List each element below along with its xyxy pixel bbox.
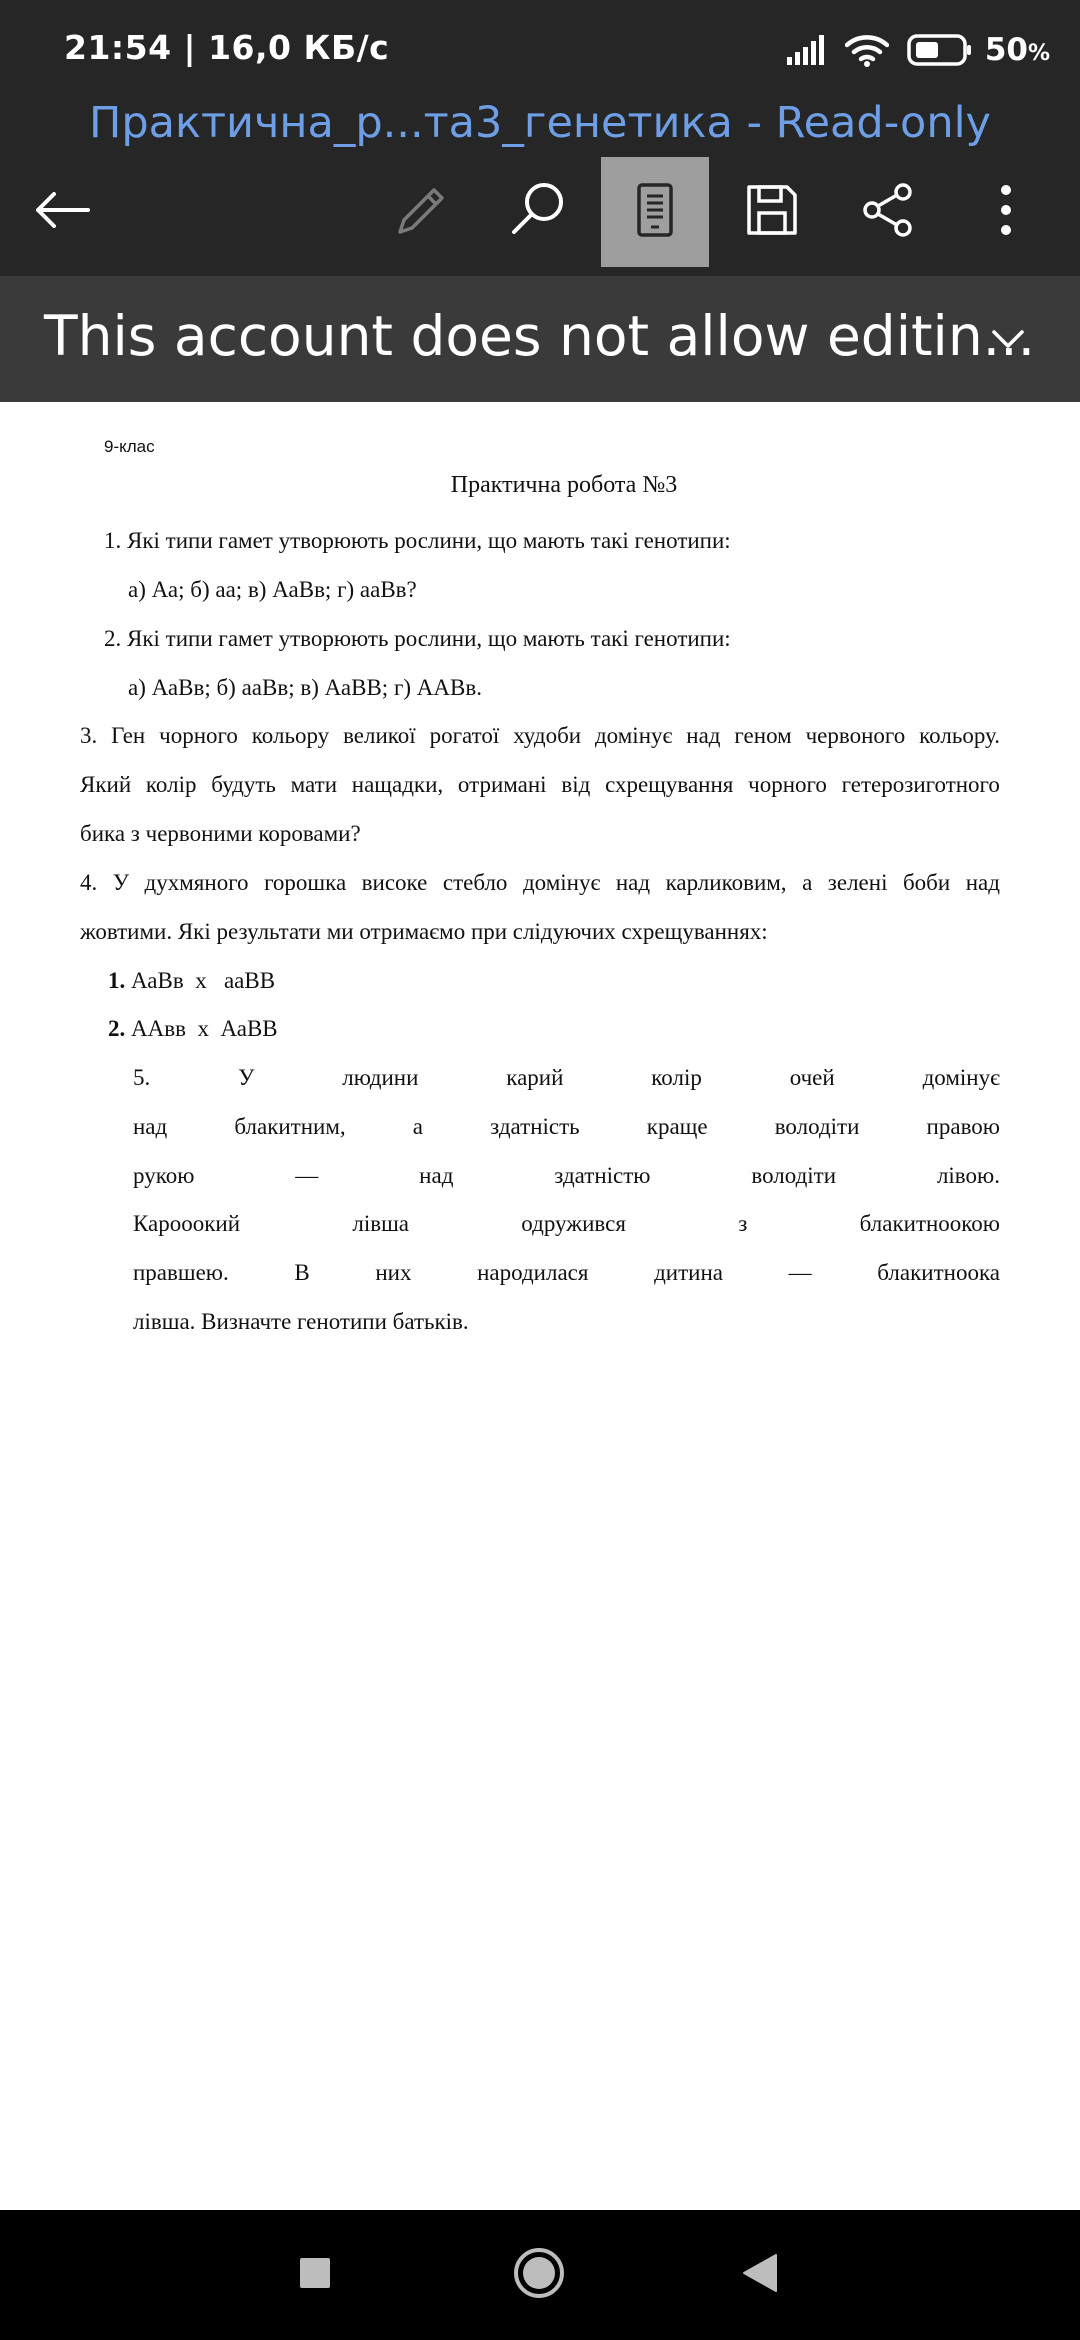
question-4-line-1: 4. У духмяного горошка високе стебло домінує над карликовим, а зелені боби над — [80, 870, 1000, 895]
battery-icon — [907, 34, 973, 66]
more-options-button[interactable] — [952, 157, 1060, 267]
question-5-line-1: 5. У людини карий колір очей домінує — [133, 1065, 1000, 1090]
app-toolbar — [0, 154, 1080, 276]
back-button[interactable] — [8, 157, 116, 267]
status-bar — [0, 0, 1080, 92]
question-1-options: а) Аа; б) аа; в) АаВв; г) ааВв? — [128, 577, 417, 602]
search-button[interactable] — [484, 157, 592, 267]
home-button[interactable] — [509, 2245, 569, 2305]
grade-label: 9-клас — [104, 437, 155, 456]
search-icon — [508, 180, 568, 245]
wifi-icon — [845, 33, 889, 67]
share-button[interactable] — [834, 157, 942, 267]
battery-percent: 50% — [984, 32, 1050, 68]
status-time: 21:54 | 16,0 КБ/с — [64, 28, 390, 67]
question-3-line-2: Який колір будуть мати нащадки, отримані від схрещування чорного гетерозиготного — [80, 772, 1000, 797]
mobile-view-button[interactable] — [601, 157, 709, 267]
recents-icon — [298, 2256, 332, 2295]
more-icon — [998, 184, 1014, 241]
save-icon — [745, 183, 799, 242]
cross-1: 1. АаВв х ааВВ — [108, 968, 276, 993]
question-5-line-2: над блакитним, а здатність краще володіти правою — [133, 1114, 1000, 1139]
document-title: Практична_р...та3_генетика - Read-only — [89, 98, 991, 148]
document-heading: Практична робота №3 — [450, 472, 678, 498]
question-3-line-3: бика з червоними коровами? — [80, 821, 361, 846]
recents-button[interactable] — [285, 2245, 345, 2305]
home-icon — [512, 2246, 566, 2305]
question-5-line-6: лівша. Визначте генотипи батьків. — [133, 1309, 469, 1334]
title-bar — [0, 92, 1080, 154]
question-1: 1. Які типи гамет утворюють рослини, що мають такі генотипи: — [104, 528, 731, 553]
banner-message: This account does not allow editin... — [44, 304, 1036, 368]
question-2: 2. Які типи гамет утворюють рослини, що мають такі генотипи: — [104, 626, 731, 651]
share-icon — [860, 182, 916, 243]
chevron-down-icon[interactable] — [988, 322, 1028, 356]
back-icon — [742, 2253, 778, 2298]
nav-back-button[interactable] — [730, 2245, 790, 2305]
back-arrow-icon — [34, 190, 90, 235]
question-2-options: а) АаВв; б) ааВв; в) АаВВ; г) ААВв. — [128, 675, 482, 700]
question-3-line-1: 3. Ген чорного кольору великої рогатої худоби домінує над геном червоного кольору. — [80, 723, 1000, 748]
system-nav-bar — [0, 2210, 1080, 2340]
status-indicators — [787, 26, 1050, 74]
question-5-line-5: правшею. В них народилася дитина — блакитноока — [133, 1260, 1000, 1285]
cross-2: 2. ААвв х АаВВ — [108, 1016, 278, 1041]
question-5-line-4: Карооокий лівша одружився з блакитноокою — [133, 1211, 1000, 1236]
pencil-icon — [394, 182, 450, 243]
edit-button[interactable] — [368, 157, 476, 267]
mobile-view-icon — [635, 182, 675, 243]
read-only-banner[interactable] — [0, 276, 1080, 402]
document-page[interactable] — [0, 402, 1080, 2210]
save-button[interactable] — [718, 157, 826, 267]
signal-icon — [787, 35, 829, 65]
question-4-line-2: жовтими. Які результати ми отримаємо при слідуючих схрещуваннях: — [80, 919, 768, 944]
question-5-line-3: рукою — над здатністю володіти лівою. — [133, 1163, 1000, 1188]
